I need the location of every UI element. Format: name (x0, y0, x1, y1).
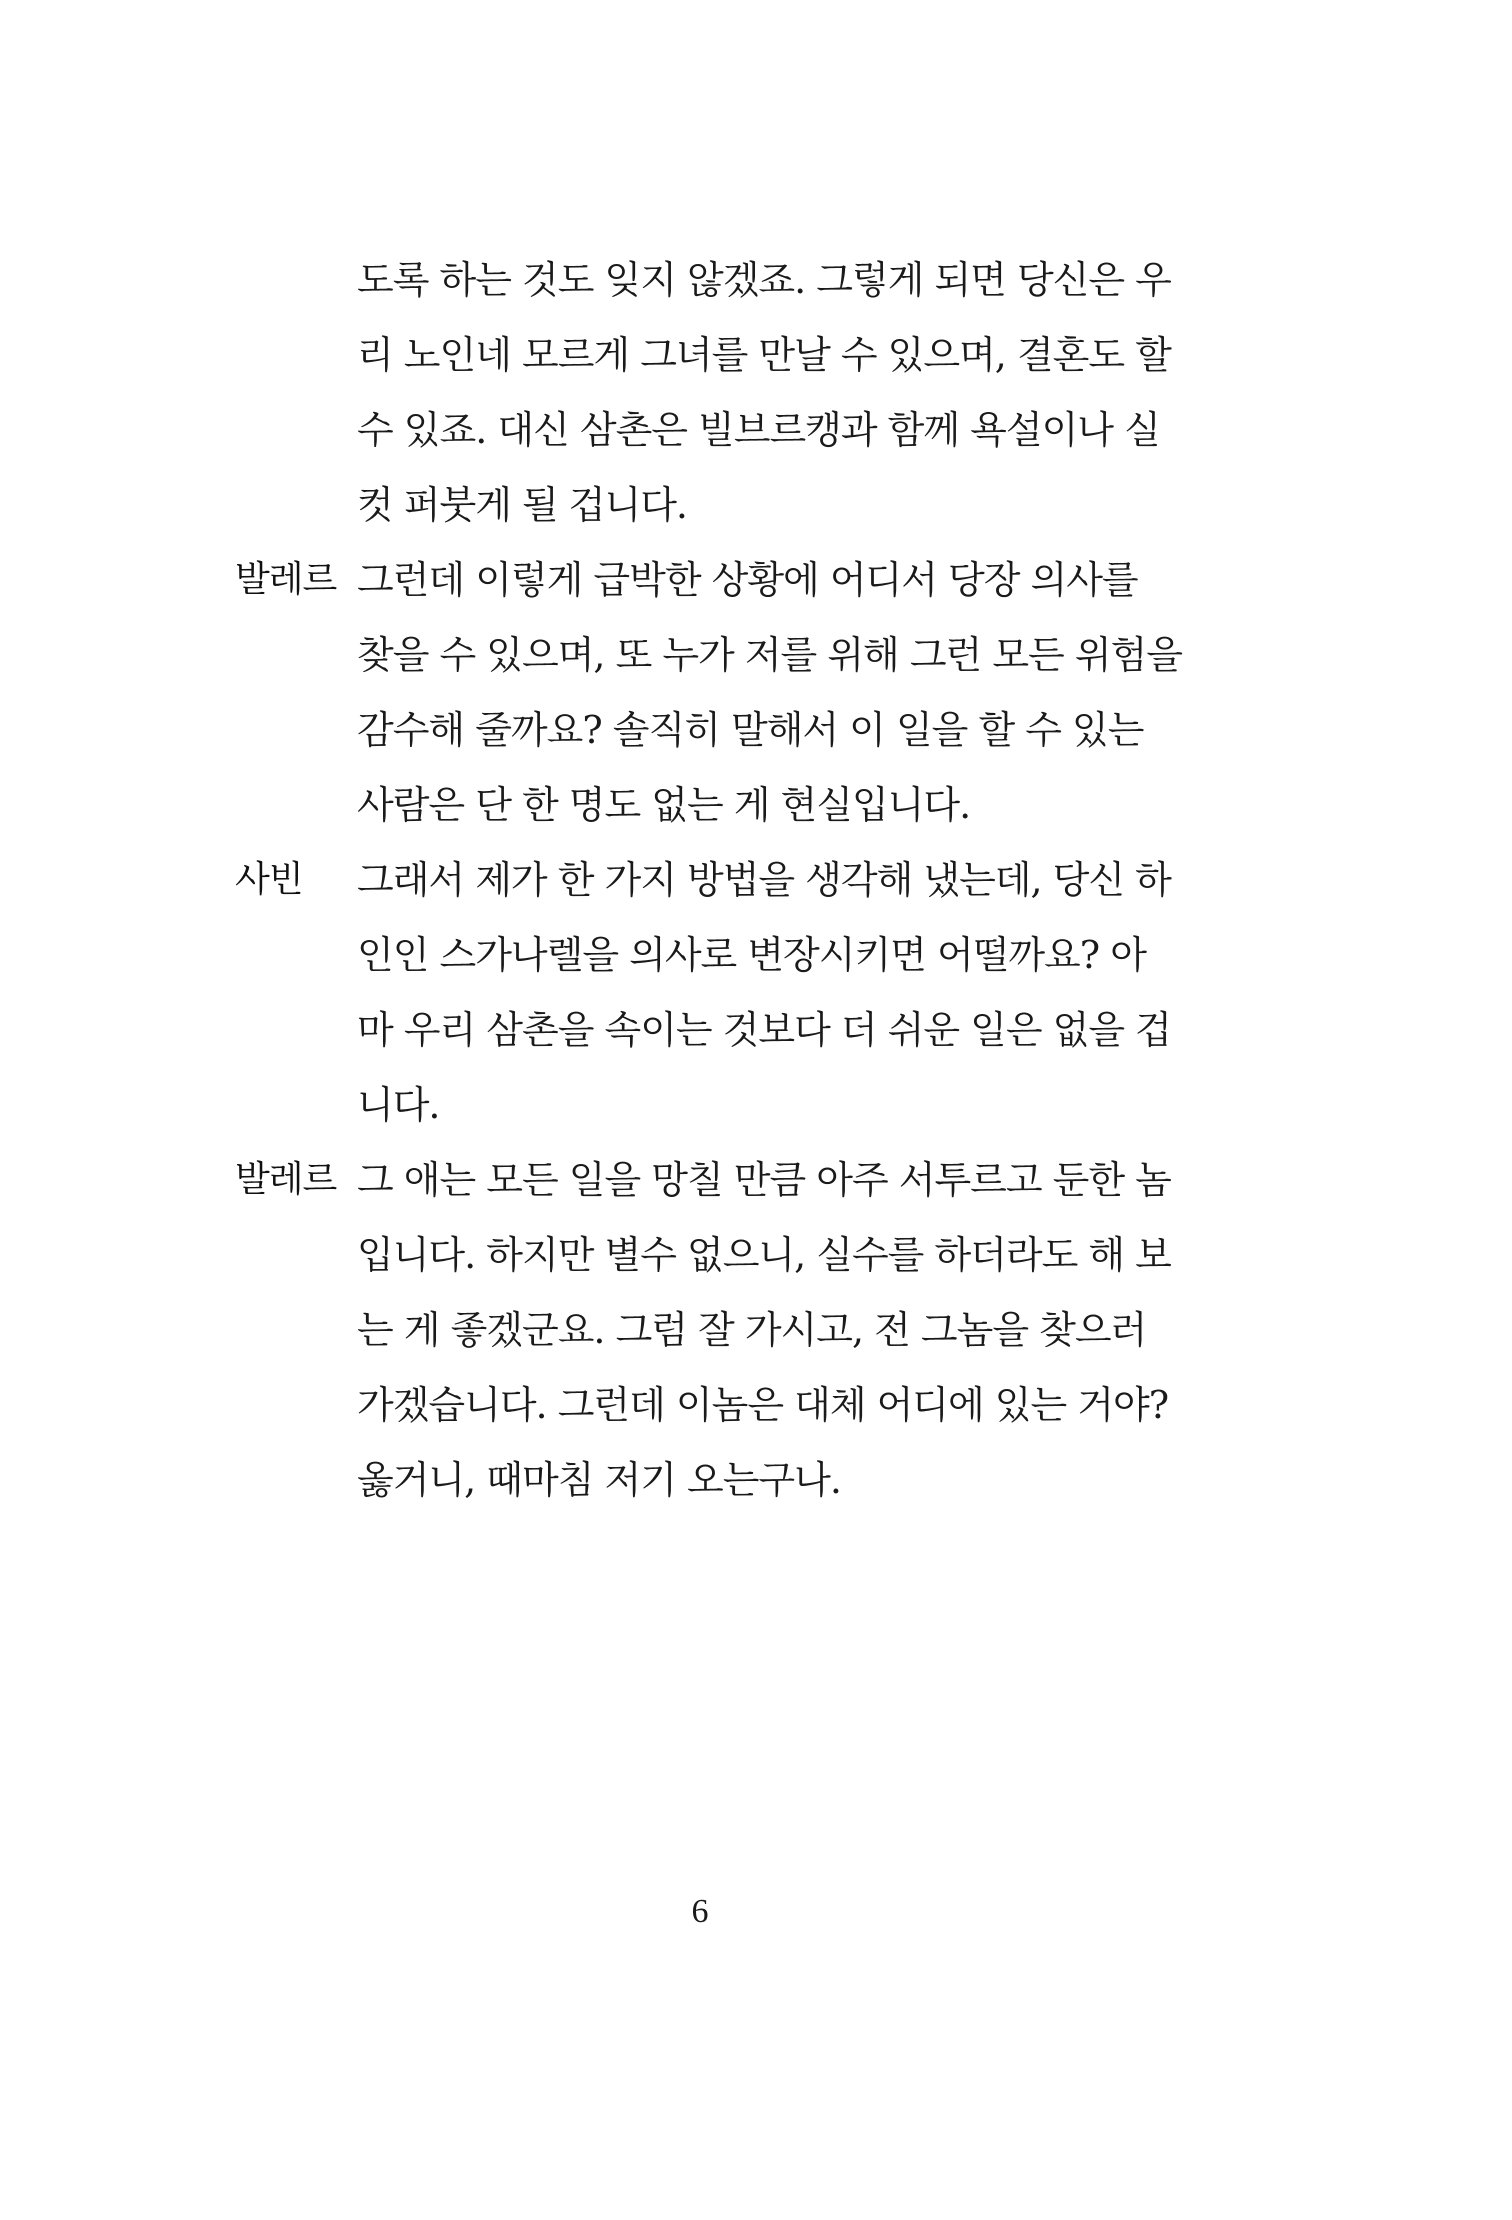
text-line: 도록 하는 것도 잊지 않겠죠. 그렇게 되면 당신은 우 (357, 258, 1171, 302)
text-line: 찾을 수 있으며, 또 누가 저를 위해 그런 모든 위험을 (357, 633, 1182, 677)
text-line: 사람은 단 한 명도 없는 게 현실입니다. (357, 783, 971, 827)
text-line: 인인 스가나렐을 의사로 변장시키면 어떨까요? 아 (357, 933, 1146, 977)
text-line: 그래서 제가 한 가지 방법을 생각해 냈는데, 당신 하 (357, 858, 1171, 902)
text-line: 감수해 줄까요? 솔직히 말해서 이 일을 할 수 있는 (357, 708, 1144, 752)
text-line: 그 애는 모든 일을 망칠 만큼 아주 서투르고 둔한 놈 (357, 1158, 1171, 1202)
speaker-label: 사빈 (235, 859, 303, 900)
page-number: 6 (691, 1893, 709, 1930)
text-line: 니다. (357, 1083, 440, 1127)
text-line: 수 있죠. 대신 삼촌은 빌브르캥과 함께 욕설이나 실 (357, 408, 1160, 452)
text-line: 옳거니, 때마침 저기 오는구나. (357, 1458, 841, 1502)
speaker-label: 발레르 (235, 1159, 337, 1200)
text-line: 리 노인네 모르게 그녀를 만날 수 있으며, 결혼도 할 (357, 333, 1171, 377)
text-line: 컷 퍼붓게 될 겁니다. (357, 483, 687, 527)
text-line: 입니다. 하지만 별수 없으니, 실수를 하더라도 해 보 (357, 1233, 1171, 1277)
text-line: 가겠습니다. 그런데 이놈은 대체 어디에 있는 거야? (357, 1383, 1169, 1427)
speaker-label: 발레르 (235, 559, 337, 600)
text-line: 마 우리 삼촌을 속이는 것보다 더 쉬운 일은 없을 겁 (357, 1008, 1171, 1052)
text-line: 는 게 좋겠군요. 그럼 잘 가시고, 전 그놈을 찾으러 (357, 1308, 1147, 1352)
text-line: 그런데 이렇게 급박한 상황에 어디서 당장 의사를 (357, 558, 1138, 602)
